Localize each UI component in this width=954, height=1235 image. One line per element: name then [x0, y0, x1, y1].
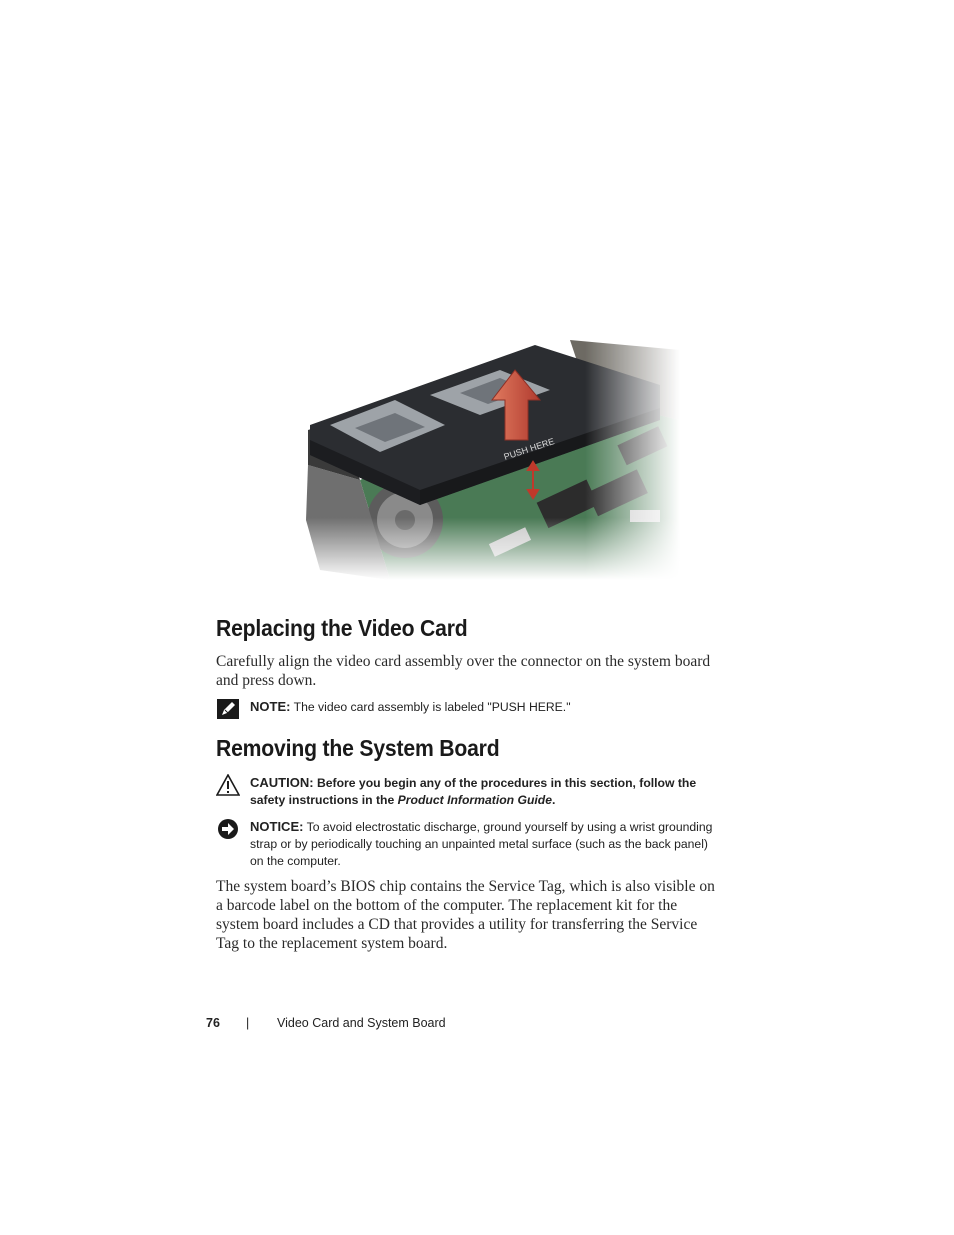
chapter-title: Video Card and System Board [277, 1016, 446, 1030]
caution-text: Before you begin any of the procedures in this section, follow the safety instructions in the [250, 776, 697, 807]
notice-arrow-icon [216, 818, 240, 840]
note-text: The video card assembly is labeled "PUSH HERE." [293, 700, 571, 714]
removing-system-board-body: The system board’s BIOS chip contains the Service Tag, which is also visible on a barcode label on the bottom of the computer. The replacement kit for the system board includes a CD that provides a utility for transferring the Service Tag to the replacement system board. [216, 878, 715, 952]
notice-esd [216, 818, 721, 870]
notice-text: To avoid electrostatic discharge, ground yourself by using a wrist grounding strap or by periodically touching an unpainted metal surface (such as the back panel) on the computer. [250, 820, 713, 868]
caution-guide-title: Product Information Guide [397, 793, 553, 807]
note-pencil-icon [216, 698, 240, 720]
note-push-here [216, 698, 721, 716]
notice-label: NOTICE: [250, 819, 304, 834]
caution-label: CAUTION: [250, 775, 314, 790]
caution-triangle-icon [216, 774, 240, 796]
note-label: NOTE: [250, 699, 291, 714]
video-card-illustration [300, 330, 680, 580]
footer-separator: | [246, 1016, 250, 1030]
page-number: 76 [206, 1016, 220, 1030]
caution-end: . [552, 793, 556, 807]
caution-safety [216, 774, 721, 809]
heading-replacing-video-card: Replacing the Video Card [216, 615, 468, 641]
heading-removing-system-board: Removing the System Board [216, 735, 500, 761]
replacing-video-card-body: Carefully align the video card assembly over the connector on the system board and press down. [216, 653, 711, 689]
